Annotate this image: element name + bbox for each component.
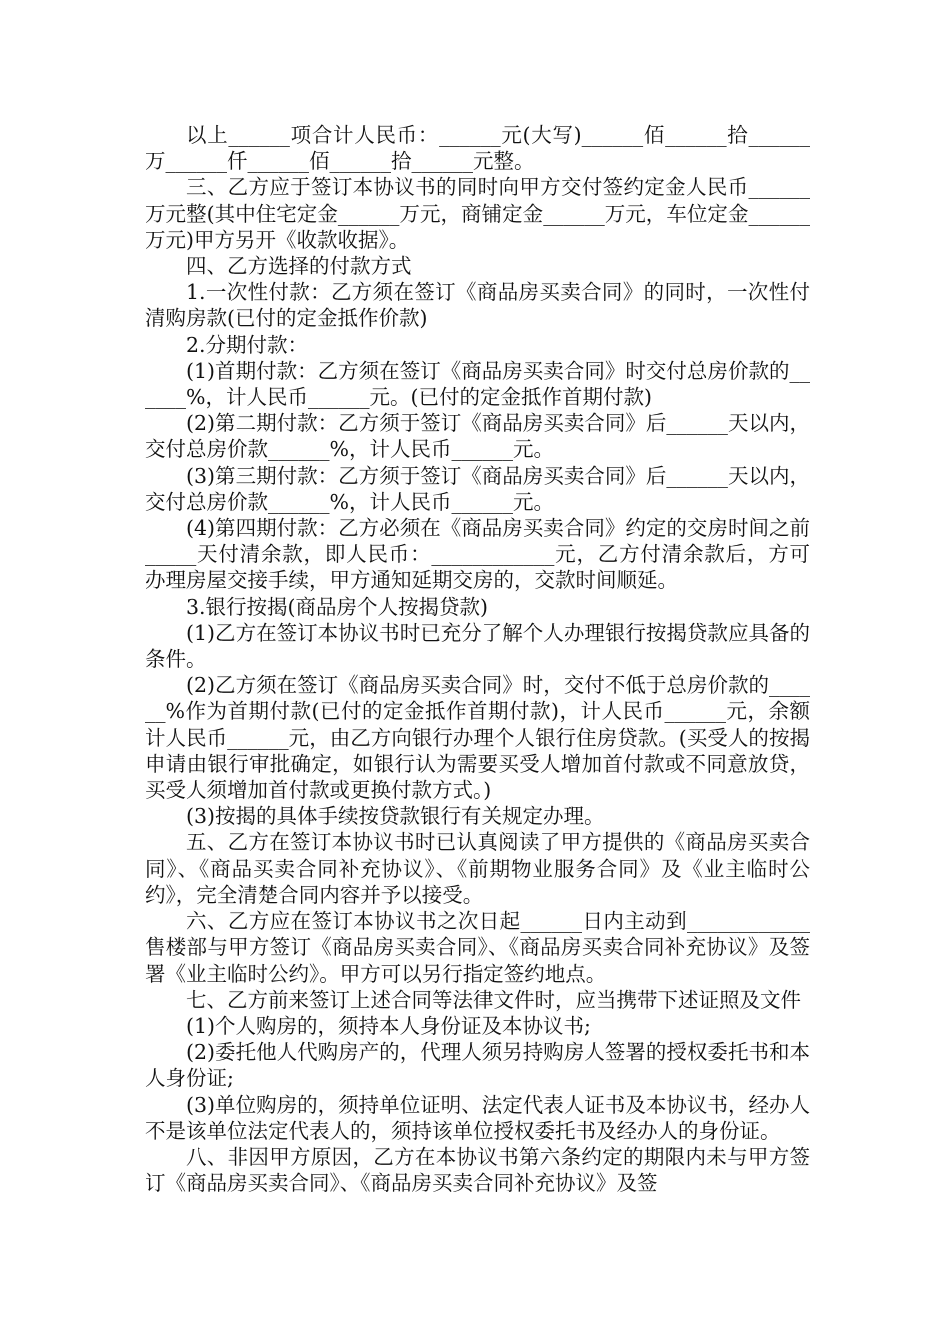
- paragraph-mortgage-heading: 3.银行按揭(商品房个人按揭贷款): [186, 594, 489, 619]
- paragraph-installment-4: (4)第四期付款：乙方必须在《商品房买卖合同》约定的交房时间之前_____天付清余款，即人民币：____________元，乙方付清余款后，方可办理房屋交接手续，甲方通知延期交房的，交款时间顺延。: [145, 516, 810, 593]
- paragraph-clause-6: 六、乙方应在签订本协议书之次日起______日内主动到____________售楼部与甲方签订《商品房买卖合同》、《商品房买卖合同补充协议》及签署《业主临时公约》。甲方可以另行指定签约地点。: [145, 909, 810, 986]
- paragraph-installment-1: (1)首期付款：乙方须在签订《商品房买卖合同》时交付总房价款的______%，计人民币______元。(已付的定金抵作首期付款): [145, 358, 810, 410]
- paragraph-installments-heading: 2.分期付款：: [186, 332, 309, 357]
- paragraph-lump-sum: 1.一次性付款：乙方须在签订《商品房买卖合同》的同时，一次性付清购房款(已付的定金抵作价款): [145, 280, 810, 331]
- paragraph-clause-7-item-3: (3)单位购房的，须持单位证明、法定代表人证书及本协议书，经办人不是该单位法定代表人的，须持该单位授权委托书及经办人的身份证。: [145, 1092, 810, 1143]
- paragraph-clause-4-heading: 四、乙方选择的付款方式: [186, 254, 412, 279]
- paragraph-clause-8: 八、非因甲方原因，乙方在本协议书第六条约定的期限内未与甲方签订《商品房买卖合同》、《商品房买卖合同补充协议》及签: [145, 1144, 810, 1196]
- paragraph-clause-5: 五、乙方在签订本协议书时已认真阅读了甲方提供的《商品房买卖合同》、《商品买卖合同补充协议》、《前期物业服务合同》及《业主临时公约》，完全清楚合同内容并予以接受。: [145, 830, 810, 907]
- paragraph-mortgage-3: (3)按揭的具体手续按贷款银行有关规定办理。: [186, 804, 605, 829]
- paragraph-installment-3: (3)第三期付款：乙方须于签订《商品房买卖合同》后______天以内，交付总房价款______%，计人民币______元。: [145, 463, 810, 514]
- paragraph-clause-7-item-2: (2)委托他人代购房产的，代理人须另持购房人签署的授权委托书和本人身份证;: [145, 1040, 810, 1091]
- paragraph-mortgage-2: (2)乙方须在签订《商品房买卖合同》时，交付不低于总房价款的______%作为首期付款(已付的定金抵作首期付款)，计人民币______元，余额计人民币______元，由乙方向银行办理个人银行住房贷款。(买受人的按揭申请由银行审批确定，如银行认为需要买受人增加首付款或不同意放贷，买受人须增加首付款或更换付款方式。): [145, 673, 810, 803]
- document-body: [145, 122, 810, 1196]
- paragraph-installment-2: (2)第二期付款：乙方须于签订《商品房买卖合同》后______天以内，交付总房价款______%，计人民币______元。: [145, 411, 810, 462]
- paragraph-clause-7: 七、乙方前来签订上述合同等法律文件时，应当携带下述证照及文件: [186, 987, 801, 1012]
- paragraph-mortgage-1: (1)乙方在签订本协议书时已充分了解个人办理银行按揭贷款应具备的条件。: [145, 620, 810, 672]
- paragraph-total-amount: 以上______项合计人民币：______元(大写)______佰______拾______万______仟______佰______拾______元整。: [145, 123, 810, 174]
- paragraph-clause-7-item-1: (1)个人购房的，须持本人身份证及本协议书;: [186, 1013, 591, 1038]
- paragraph-clause-3-deposit: 三、乙方应于签订本协议书的同时向甲方交付签约定金人民币______万元整(其中住宅定金______万元，商铺定金______万元，车位定金______万元)甲方另开《收款收据》。: [145, 175, 810, 252]
